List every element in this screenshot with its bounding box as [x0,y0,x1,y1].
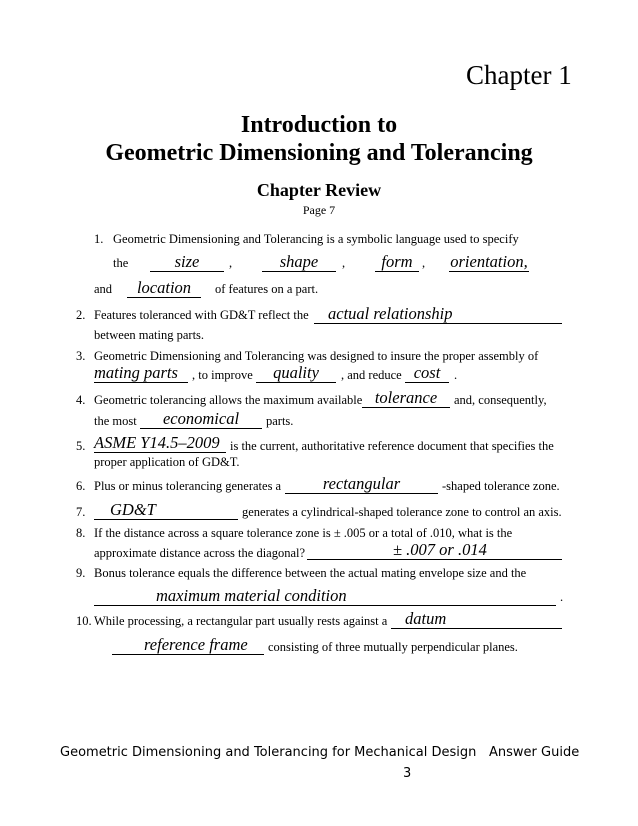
q10-answer-datum: datum [391,610,562,629]
footer-book-title: Geometric Dimensioning and Tolerancing for Mechanical Design [60,745,477,760]
q3-mid-2: , and reduce [341,368,402,382]
q4-answer-economical: economical [140,410,262,429]
footer-page-number: 3 [403,766,412,781]
q7-number: 7. [76,505,86,519]
q4-tail: parts. [266,414,294,428]
q10-number: 10. [76,614,92,628]
q3-text: Geometric Dimensioning and Tolerancing was designed to insure the proper assembly of [94,349,539,363]
q8-text: If the distance across a square tolerance zone is ± .005 or a total of .010, what is the [94,526,513,540]
q8-answer: ± .007 or .014 [307,541,562,560]
q9-text: Bonus tolerance equals the difference between the actual mating envelope size and the [94,566,527,580]
q5-tail: proper application of GD&T. [94,455,240,469]
footer-answer-guide: Answer Guide [489,745,580,760]
q5-answer-asme: ASME Y14.5–2009 [94,434,226,453]
q9-number: 9. [76,566,86,580]
q8-text-2: approximate distance across the diagonal? [94,546,306,560]
q1-number: 1. [94,232,104,246]
q10-tail: consisting of three mutually perpendicular planes. [268,640,518,654]
q1-answer-location: location [127,279,201,298]
q8-number: 8. [76,526,86,540]
q5-text: is the current, authoritative reference document that specifies the [230,439,554,453]
q10-answer-reference-frame: reference frame [112,636,264,655]
q1-text: Geometric Dimensioning and Tolerancing is a symbolic language used to specify [113,232,519,246]
q7-text: generates a cylindrical-shaped tolerance zone to control an axis. [242,505,562,519]
q4-text: Geometric tolerancing allows the maximum available [94,393,363,407]
q1-comma-1: , [229,256,233,270]
q2-text: Features toleranced with GD&T reflect the [94,308,309,322]
q1-and: and [94,282,113,296]
q10-text: While processing, a rectangular part usually rests against a [94,614,388,628]
q9-end: . [560,590,564,604]
q6-number: 6. [76,479,86,493]
title-line-2: Geometric Dimensioning and Tolerancing [105,140,533,166]
q3-answer-quality: quality [256,364,336,383]
q3-mid-1: , to improve [192,368,253,382]
q3-number: 3. [76,349,86,363]
q1-answer-form: form [375,253,419,272]
q3-end: . [454,368,458,382]
q6-text: Plus or minus tolerancing generates a [94,479,282,493]
q1-answer-orientation: orientation, [450,252,528,271]
q6-answer: rectangular [285,475,438,494]
q2-answer: actual relationship [314,305,562,324]
q3-answer-mating-parts: mating parts [94,364,188,383]
q5-number: 5. [76,439,86,453]
q1-answer-size: size [150,253,224,272]
page-reference: Page 7 [302,203,336,217]
q1-comma-2: , [342,256,346,270]
q1-tail: of features on a part. [215,282,319,296]
chapter-review-subtitle: Chapter Review [256,180,382,200]
q9-answer: maximum material condition [94,587,556,606]
q4-after: and, consequently, [454,393,547,407]
q6-tail: -shaped tolerance zone. [442,479,560,493]
q1-answer-shape: shape [262,253,336,272]
title-line-1: Introduction to [240,112,398,138]
q2-number: 2. [76,308,86,322]
chapter-heading: Chapter 1 [466,60,572,90]
q4-answer-tolerance: tolerance [362,389,450,408]
q4-number: 4. [76,393,86,407]
q3-answer-cost: cost [405,364,449,383]
q1-comma-3: , [422,256,426,270]
q7-answer: GD&T [94,501,238,520]
q2-tail: between mating parts. [94,328,205,342]
q1-the: the [113,256,129,270]
q4-the-most: the most [94,414,137,428]
